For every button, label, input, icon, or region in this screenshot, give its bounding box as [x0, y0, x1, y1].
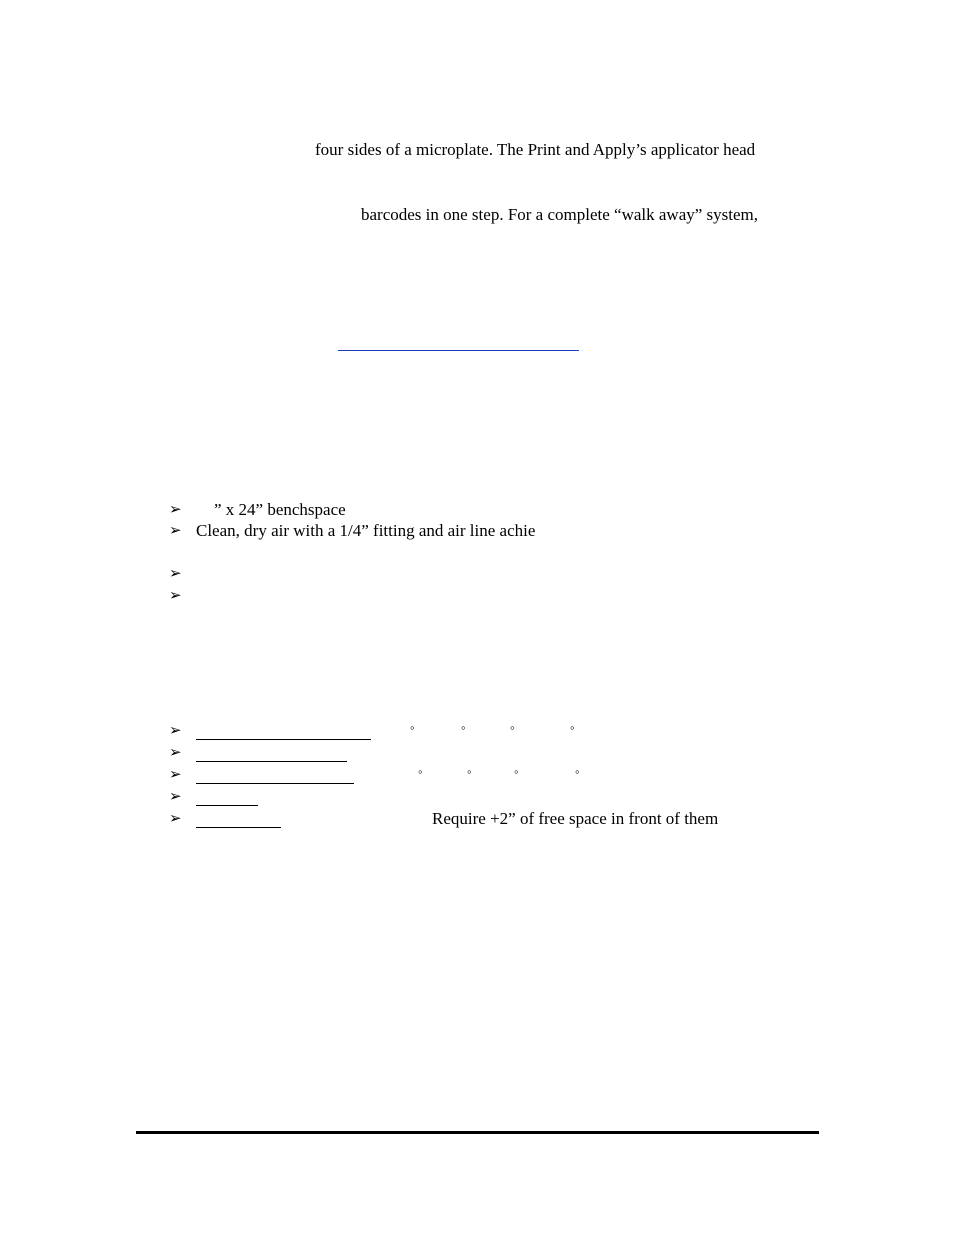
- requirement-benchspace: ” x 24” benchspace: [214, 500, 346, 519]
- arrow-bullet-icon: ➢: [169, 789, 182, 805]
- arrow-bullet-icon: ➢: [169, 566, 182, 582]
- hyperlink-underline[interactable]: [338, 350, 579, 351]
- option-underline-4[interactable]: [196, 805, 258, 806]
- arrow-bullet-icon: ➢: [169, 523, 182, 539]
- arrow-bullet-icon: ➢: [169, 723, 182, 739]
- sub-bullet-icon: ◦: [410, 720, 415, 735]
- sub-bullet-icon: ◦: [461, 720, 466, 735]
- arrow-bullet-icon: ➢: [169, 588, 182, 604]
- intro-line-1: four sides of a microplate. The Print and Apply’s applicator head: [315, 140, 756, 159]
- arrow-bullet-icon: ➢: [169, 502, 182, 518]
- intro-line-2: barcodes in one step. For a complete “walk away” system,: [361, 205, 759, 224]
- footer-rule: [136, 1131, 819, 1134]
- option-free-space-note: Require +2” of free space in front of them: [432, 809, 719, 828]
- sub-bullet-icon: ◦: [510, 720, 515, 735]
- sub-bullet-icon: ◦: [418, 764, 423, 779]
- sub-bullet-icon: ◦: [467, 764, 472, 779]
- sub-bullet-icon: ◦: [570, 720, 575, 735]
- arrow-bullet-icon: ➢: [169, 767, 182, 783]
- arrow-bullet-icon: ➢: [169, 811, 182, 827]
- option-underline-3[interactable]: [196, 783, 354, 784]
- sub-bullet-icon: ◦: [575, 764, 580, 779]
- arrow-bullet-icon: ➢: [169, 745, 182, 761]
- option-underline-5[interactable]: [196, 827, 281, 828]
- option-underline-1[interactable]: [196, 739, 371, 740]
- option-underline-2[interactable]: [196, 761, 347, 762]
- sub-bullet-icon: ◦: [514, 764, 519, 779]
- requirement-air: Clean, dry air with a 1/4” fitting and air line achie: [196, 521, 536, 540]
